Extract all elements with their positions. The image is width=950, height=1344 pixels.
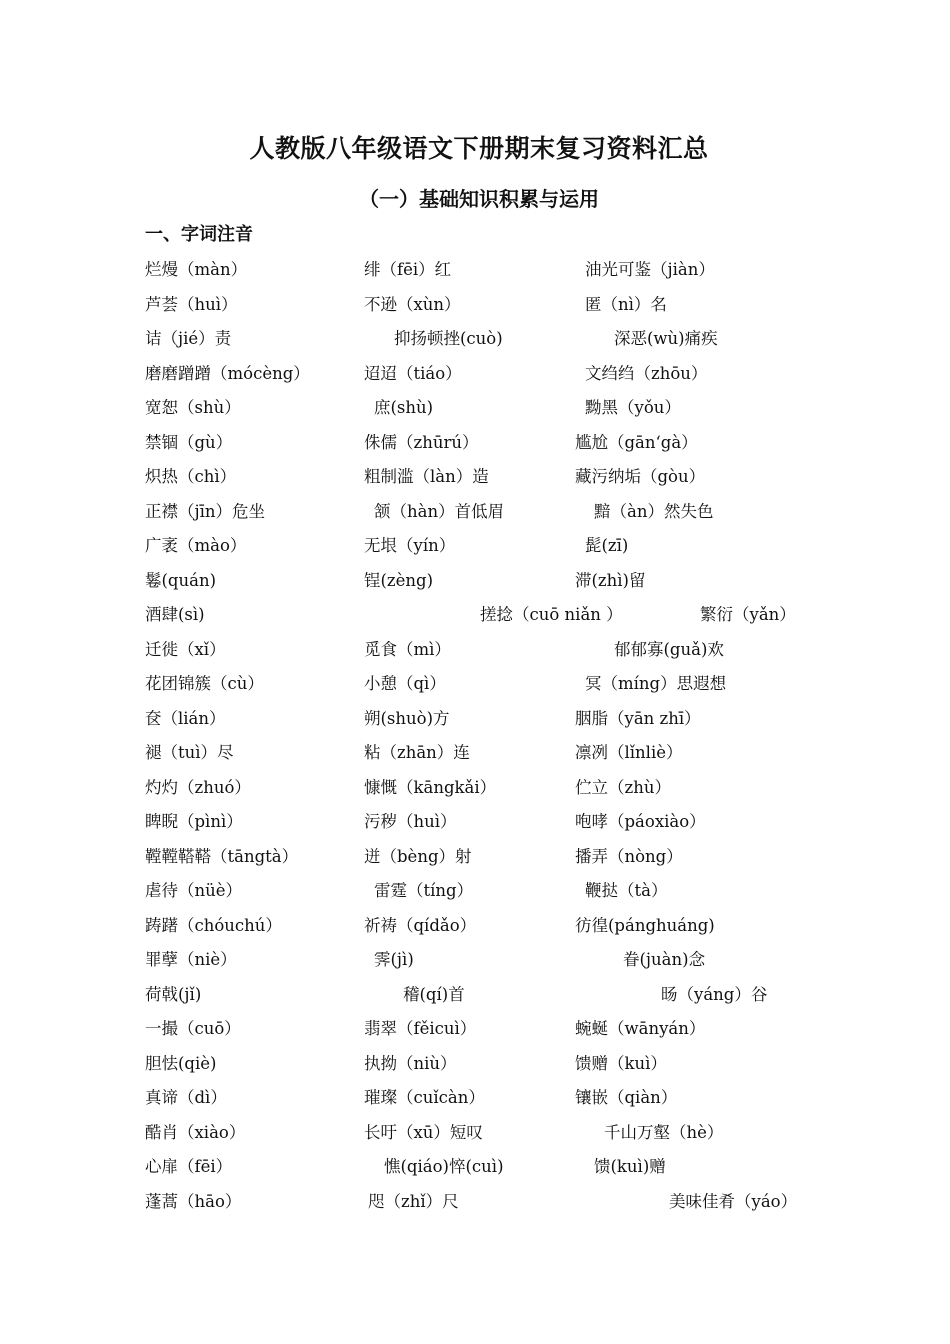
vocab-row [0,805,950,840]
vocab-entry: 搓捻（cuō niǎn ） [480,605,623,624]
vocabulary-list [0,253,950,1219]
vocab-entry: 一撮（cuō） [145,1019,241,1038]
vocab-row [0,1116,950,1151]
vocab-entry: 执拗（niù） [364,1053,457,1073]
vocab-entry: 荷戟(jǐ) [145,984,202,1004]
vocab-entry: 蓬蒿（hāo） [145,1191,242,1211]
vocab-entry: 觅食（mì） [364,639,451,659]
vocab-row [0,978,950,1013]
vocab-entry: 花团锦簇（cù） [145,674,264,693]
vocab-row [0,529,950,564]
vocab-entry: 酷肖（xiào） [145,1122,246,1142]
vocab-entry: 伫立（zhù） [575,777,671,797]
vocab-entry: 锃(zèng) [364,570,434,590]
vocab-entry: 尴尬（gān‘gà） [575,432,698,452]
vocab-entry: 繁衍（yǎn） [700,605,796,624]
vocab-entry: 翡翠（fěicuì） [364,1019,477,1038]
vocab-entry: 褪（tuì）尽 [145,743,234,762]
vocab-row [0,288,950,323]
vocab-entry: 匿（nì）名 [585,294,667,314]
vocab-entry: 慷慨（kāngkǎi） [364,777,497,797]
vocab-entry: 污秽（huì） [364,812,457,831]
vocab-entry: 胭脂（yān zhī） [575,708,701,728]
vocab-entry: 旸（yáng）谷 [661,984,768,1004]
vocab-entry: 庶(shù) [374,398,434,417]
vocab-entry: 憔(qiáo)悴(cuì) [384,1157,504,1176]
vocab-entry: 雷霆（tíng） [374,881,474,900]
vocab-entry: 磨磨蹭蹭（mócèng） [145,363,310,383]
vocab-entry: 咫（zhǐ）尺 [368,1191,459,1211]
vocab-entry: 千山万壑（hè） [604,1122,724,1142]
vocab-entry: 藏污纳垢（gòu） [575,467,706,486]
vocab-row [0,391,950,426]
vocab-row [0,598,950,633]
vocab-row [0,357,950,392]
vocab-entry: 罪孽（niè） [145,950,237,969]
vocab-entry: 粘（zhān）连 [364,743,470,762]
vocab-entry: 广袤（mào） [145,536,247,555]
vocab-entry: 绯（fēi）红 [364,260,452,279]
vocab-row [0,322,950,357]
vocab-entry: 抑扬顿挫(cuò) [394,329,503,348]
vocab-row [0,1012,950,1047]
vocab-entry: 馈赠（kuì） [575,1053,667,1073]
vocab-row [0,1047,950,1082]
vocab-row [0,495,950,530]
vocab-entry: 胆怯(qiè) [145,1053,217,1073]
vocab-entry: 宽恕（shù） [145,398,241,417]
vocab-row [0,667,950,702]
vocab-entry: 黯（àn）然失色 [594,501,714,521]
vocab-entry: 文绉绉（zhōu） [585,363,708,383]
vocab-entry: 奁（lián） [145,708,226,728]
vocab-entry: 馈(kuì)赠 [594,1157,666,1176]
vocab-row [0,633,950,668]
vocab-row [0,874,950,909]
vocab-entry: 不逊（xùn） [364,294,461,314]
vocab-row [0,771,950,806]
vocab-entry: 髭(zī) [585,536,629,555]
vocab-entry: 侏儒（zhūrú） [364,432,479,452]
vocab-entry: 长吁（xū）短叹 [364,1122,483,1142]
vocab-entry: 璀璨（cuǐcàn） [364,1088,485,1107]
vocab-entry: 鞭挞（tà） [585,881,668,900]
vocab-entry: 眷(juàn)念 [623,950,706,969]
vocab-entry: 禁锢（gù） [145,432,233,452]
vocab-entry: 正襟（jīn）危坐 [145,501,266,521]
vocab-entry: 美味佳肴（yáo） [669,1191,798,1211]
vocab-entry: 粗制滥（làn）造 [364,467,489,486]
vocab-entry: 酒肆(sì) [145,605,205,624]
vocab-entry: 彷徨(pánghuáng) [575,915,715,935]
vocab-entry: 播弄（nòng） [575,846,683,866]
vocab-entry: 鬈(quán) [145,570,217,590]
vocab-entry: 无垠（yín） [364,536,456,555]
vocab-entry: 迸（bèng）射 [364,846,472,866]
vocab-entry: 郁郁寡(guǎ)欢 [614,639,724,659]
vocab-entry: 灼灼（zhuó） [145,777,251,797]
vocab-entry: 祈祷（qídǎo） [364,915,477,935]
vocab-entry: 蜿蜒（wānyán） [575,1019,706,1038]
vocab-row [0,426,950,461]
vocab-entry: 芦荟（huì） [145,294,238,314]
vocab-row [0,564,950,599]
section-heading: 一、字词注音 [145,224,253,245]
vocab-entry: 诘（jié）责 [145,329,232,348]
vocab-entry: 冥（míng）思遐想 [585,674,727,693]
vocab-row [0,909,950,944]
vocab-entry: 鞺鞺鞳鞳（tāngtà） [145,846,299,866]
vocab-entry: 踌躇（chóuchú） [145,915,282,935]
vocab-row [0,1185,950,1220]
vocab-entry: 朔(shuò)方 [364,708,450,728]
vocab-entry: 滞(zhì)留 [575,570,646,590]
vocab-entry: 小憩（qì） [364,674,446,693]
vocab-row [0,943,950,978]
vocab-row [0,702,950,737]
vocab-entry: 炽热（chì） [145,467,237,486]
vocab-entry: 迢迢（tiáo） [364,363,462,383]
document-subtitle: （一）基础知识积累与运用 [359,187,599,211]
vocab-entry: 稽(qí)首 [403,984,465,1004]
vocab-entry: 霁(jì) [374,950,414,969]
vocab-entry: 深恶(wù)痛疾 [614,329,718,348]
vocab-entry: 油光可鉴（jiàn） [585,260,715,279]
vocab-entry: 真谛（dì） [145,1088,227,1107]
vocab-entry: 睥睨（pìnì） [145,812,243,831]
vocab-row [0,736,950,771]
vocab-entry: 烂熳（màn） [145,260,248,279]
vocab-entry: 咆哮（páoxiào） [575,812,706,831]
vocab-row [0,1150,950,1185]
vocab-row [0,253,950,288]
vocab-entry: 心扉（fēi） [145,1157,233,1176]
vocab-entry: 颔（hàn）首低眉 [374,501,505,521]
vocab-entry: 镶嵌（qiàn） [575,1088,678,1107]
vocab-entry: 迁徙（xǐ） [145,639,226,659]
vocab-row [0,460,950,495]
vocab-entry: 虐待（nüè） [145,881,243,900]
vocab-entry: 凛冽（lǐnliè） [575,743,683,762]
vocab-entry: 黝黑（yǒu） [585,398,681,417]
document-title: 人教版八年级语文下册期末复习资料汇总 [249,134,709,163]
vocab-row [0,840,950,875]
vocab-row [0,1081,950,1116]
